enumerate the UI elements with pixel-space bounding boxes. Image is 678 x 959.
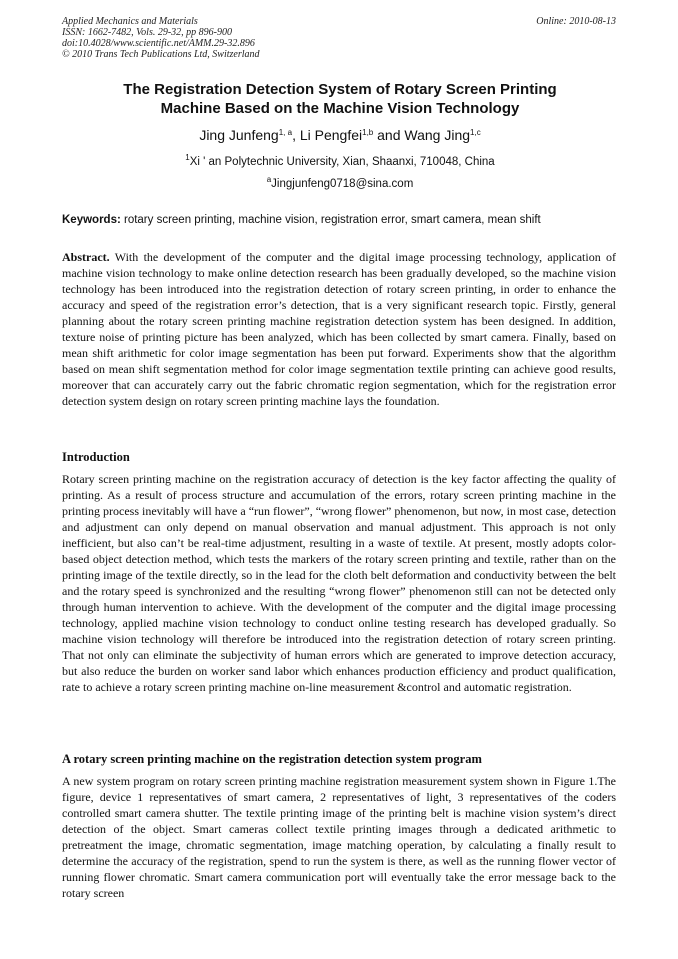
author-1-name: Jing Junfeng <box>199 127 279 143</box>
title-line-2: Machine Based on the Machine Vision Technology <box>160 100 520 117</box>
author-email <box>60 176 620 192</box>
keywords <box>62 212 616 228</box>
journal-name: Applied Mechanics and Materials <box>62 16 198 27</box>
system-section-heading: A rotary screen printing machine on the registration detection system program <box>62 752 482 766</box>
introduction-paragraph: Rotary screen printing machine on the registration accuracy of detection is the key factor affecting the quality of printing. As a result of process structure and accumulation of the errors, rotary screen printing machine in the printing process inevitably will have a “run flower”, “wrong flower” phenomenon, but now, in most case, detection and adjustment can only depend on manual observation and manual adjustment. This approach is not only inefficient, but also can’t be real-time adjustment, resulting in a waste of textile. At present, mostly adopts color-based object detection method, which tests the markers of the rotary screen printing and textile, rather than on the printing image of the textile directly, so in the lead for the cloth belt deformation and conductivity between the belt and the rotary speed is synchronized and the resulting “wrong flower” phenomenon still can not be detected only through human intervention to achieve. With the development of the computer and the digital image processing technology, applied machine vision technology to conduct online testing research has developed gradually. So machine vision technology will therefore be introduced into the registration detection of rotary screen printing. That not only can eliminate the subjectivity of human errors which are generated to improve detection accuracy, but also reduce the burden on worker sand labor which enhances production efficiency and product qualification, rate to achieve a rotary screen printing machine on-line measurement &control and automatic registration. <box>62 472 616 694</box>
keywords-label: Keywords: <box>62 214 121 226</box>
author-3-affil: 1,c <box>470 128 481 137</box>
author-2-affil: 1,b <box>362 128 374 137</box>
abstract-label: Abstract. <box>62 250 110 264</box>
email-address: Jingjunfeng0718@sina.com <box>271 178 414 190</box>
email-marker: a <box>266 175 272 184</box>
author-separator-1: , <box>292 127 300 143</box>
title-line-1: The Registration Detection System of Rotary Screen Printing <box>123 81 557 98</box>
author-2-name: Li Pengfei <box>299 127 363 143</box>
journal-doi: doi:10.4028/www.scientific.net/AMM.29-32.896 <box>62 38 255 49</box>
affiliation-marker: 1 <box>185 153 190 162</box>
affiliation <box>60 154 620 170</box>
abstract-paragraph <box>62 249 616 409</box>
author-3-name: Wang Jing <box>404 127 471 143</box>
author-list <box>60 126 620 144</box>
introduction-heading: Introduction <box>62 450 130 464</box>
journal-issn: ISSN: 1662-7482, Vols. 29-32, pp 896-900 <box>62 27 232 38</box>
journal-header <box>62 16 616 60</box>
system-section-paragraph: A new system program on rotary screen printing machine registration measurement system shown in Figure 1.The figure, device 1 representatives of smart camera, 2 representatives of light, 3 representatives of the coders controlled smart camera shutter. The textile printing image of the printing belt is machine vision system’s direct detection of the object. Smart cameras collect textile printing images through a dedicated arithmetic to pretreatment the image, chromatic segmentation, image matching operation, by calculating a finally result to determine the accuracy of the registration, spend to run the system is there, as well as the running flower vector of running flower chromatic. Smart camera communication port will eventually take the error message back to the rotary screen <box>62 774 616 900</box>
online-date: Online: 2010-08-13 <box>536 16 616 27</box>
affiliation-text: Xi ' an Polytechnic University, Xian, Shaanxi, 710048, China <box>189 156 495 168</box>
author-1-affil: 1, a <box>278 128 293 137</box>
author-separator-2: and <box>373 127 405 143</box>
journal-copyright: © 2010 Trans Tech Publications Ltd, Switzerland <box>62 49 260 60</box>
paper-title <box>60 80 620 118</box>
abstract-text: With the development of the computer and the digital image processing technology, application of machine vision technology to make online detection research has been gradually developed, so the machine vision technology has been introduced into the registration detection of rotary screen printing, in order to enhance the accuracy and speed of the registration error’s detection, that is a very significant research topic. Firstly, general planning about the rotary screen printing machine registration detection system has been designed. In addition, texture noise of printing picture has been analyzed, which has been collected by smart camera. Finally, based on mean shift arithmetic for color image segmentation has been put forward. Experiments show that the algorithm based on mean shift segmentation method for color image segmentation textile printing can achieve good results, moreover that can accurately carry out the fabric chromatic region segmentation, which for the registration error detection system design on rotary screen printing machine lays the foundation. <box>62 250 616 408</box>
keywords-text: rotary screen printing, machine vision, registration error, smart camera, mean shift <box>120 214 541 226</box>
